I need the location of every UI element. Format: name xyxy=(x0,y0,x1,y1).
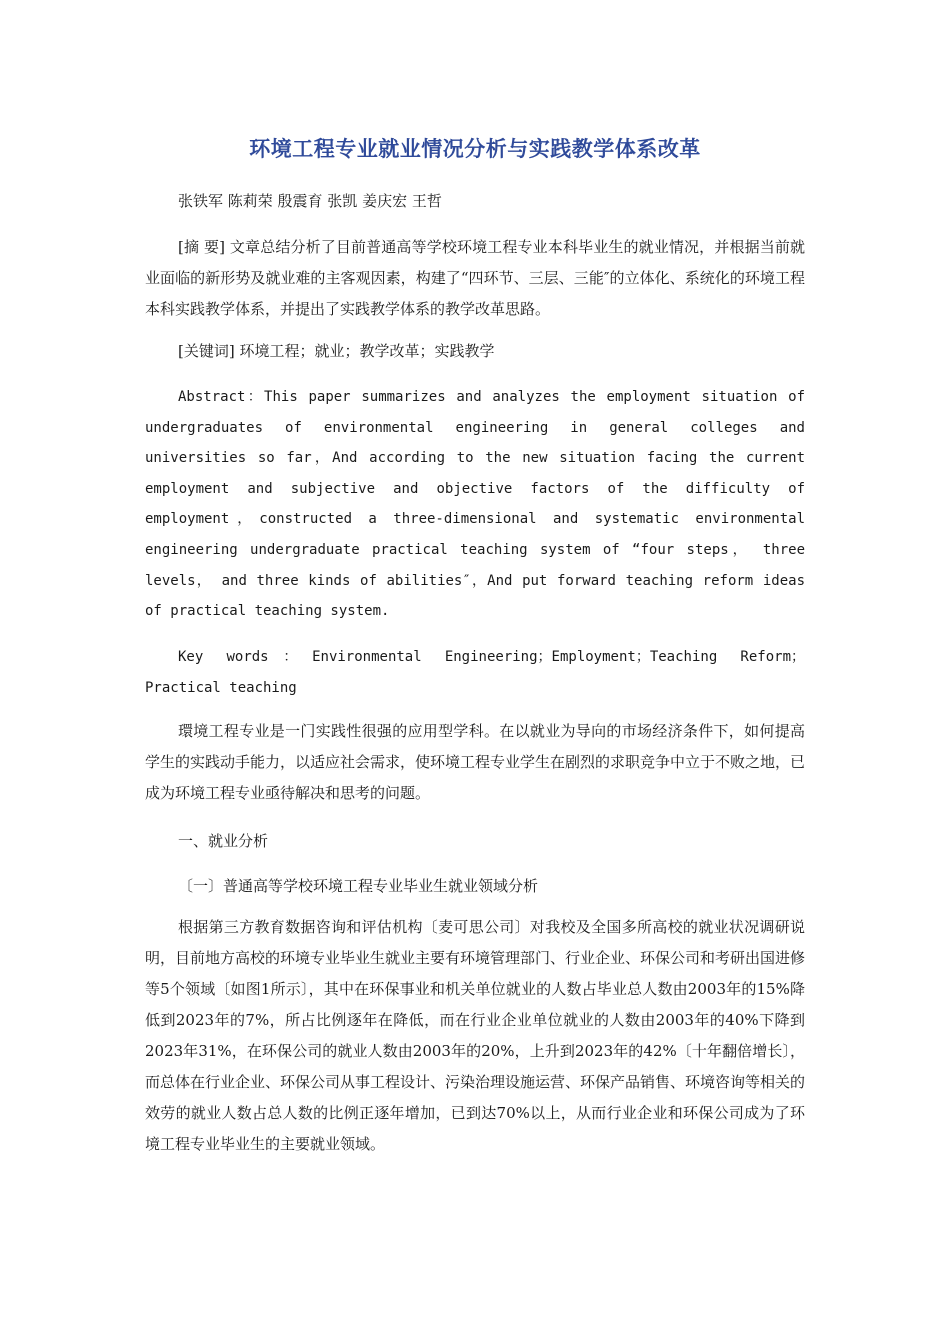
subsection-heading: 〔一〕普通高等学校环境工程专业毕业生就业领域分析 xyxy=(178,877,539,895)
author-list: 张铁军 陈莉荣 殷震育 张凯 姜庆宏 王哲 xyxy=(178,192,442,210)
abstract-cn: [摘 要] 文章总结分析了目前普通高等学校环境工程专业本科毕业生的就业情况，并根据当前就业面临的新形势及就业难的主客观因素，构建了“四环节、三层、三能″的立体化、系统化的环境工程本科实践教学体系，并提出了实践教学体系的教学改革思路。 xyxy=(145,238,805,318)
keywords-cn: [关键词] 环境工程；就业；教学改革；实践教学 xyxy=(178,342,495,360)
paper-title: 环境工程专业就业情况分析与实践教学体系改革 xyxy=(249,137,701,161)
keywords-en: Key words：Environmental Engineering；Employment；Teaching Reform；Practical teaching xyxy=(145,649,805,696)
abstract-en: Abstract：This paper summarizes and analyzes the employment situation of undergraduates of environmental engineering in general colleges and universities so far，And according to the new situation facing the current employment and subjective and objective factors of the difficulty of employment，constructed a three-dimensional and systematic environmental engineering undergraduate practical teaching system of “four steps， three levels， and three kinds of abilities″，And put forward teaching reform ideas of practical teaching system. xyxy=(145,389,805,620)
body-paragraph: 根据第三方教育数据咨询和评估机构〔麦可思公司〕对我校及全国多所高校的就业状况调研说明，目前地方高校的环境专业毕业生就业主要有环境管理部门、行业企业、环保公司和考研出国进修等5个领域〔如图1所示〕，其中在环保事业和机关单位就业的人数占毕业总人数由2003年的15%降低到2023年的7%，所占比例逐年在降低，而在行业企业单位就业的人数由2003年的40%下降到2023年31%，在环保公司的就业人数由2003年的20%，上升到2023年的42%〔十年翻倍增长〕，而总体在行业企业、环保公司从事工程设计、污染治理设施运营、环保产品销售、环境咨询等相关的效劳的就业人数占总人数的比例正逐年增加，已到达70%以上，从而行业企业和环保公司成为了环境工程专业毕业生的主要就业领域。 xyxy=(145,918,806,1153)
section-heading: 一、就业分析 xyxy=(178,832,269,850)
intro-paragraph: 環境工程专业是一门实践性很强的应用型学科。在以就业为导向的市场经济条件下，如何提高学生的实践动手能力，以适应社会需求，使环境工程专业学生在剧烈的求职竞争中立于不败之地，已成为环境工程专业亟待解决和思考的问题。 xyxy=(145,722,806,802)
